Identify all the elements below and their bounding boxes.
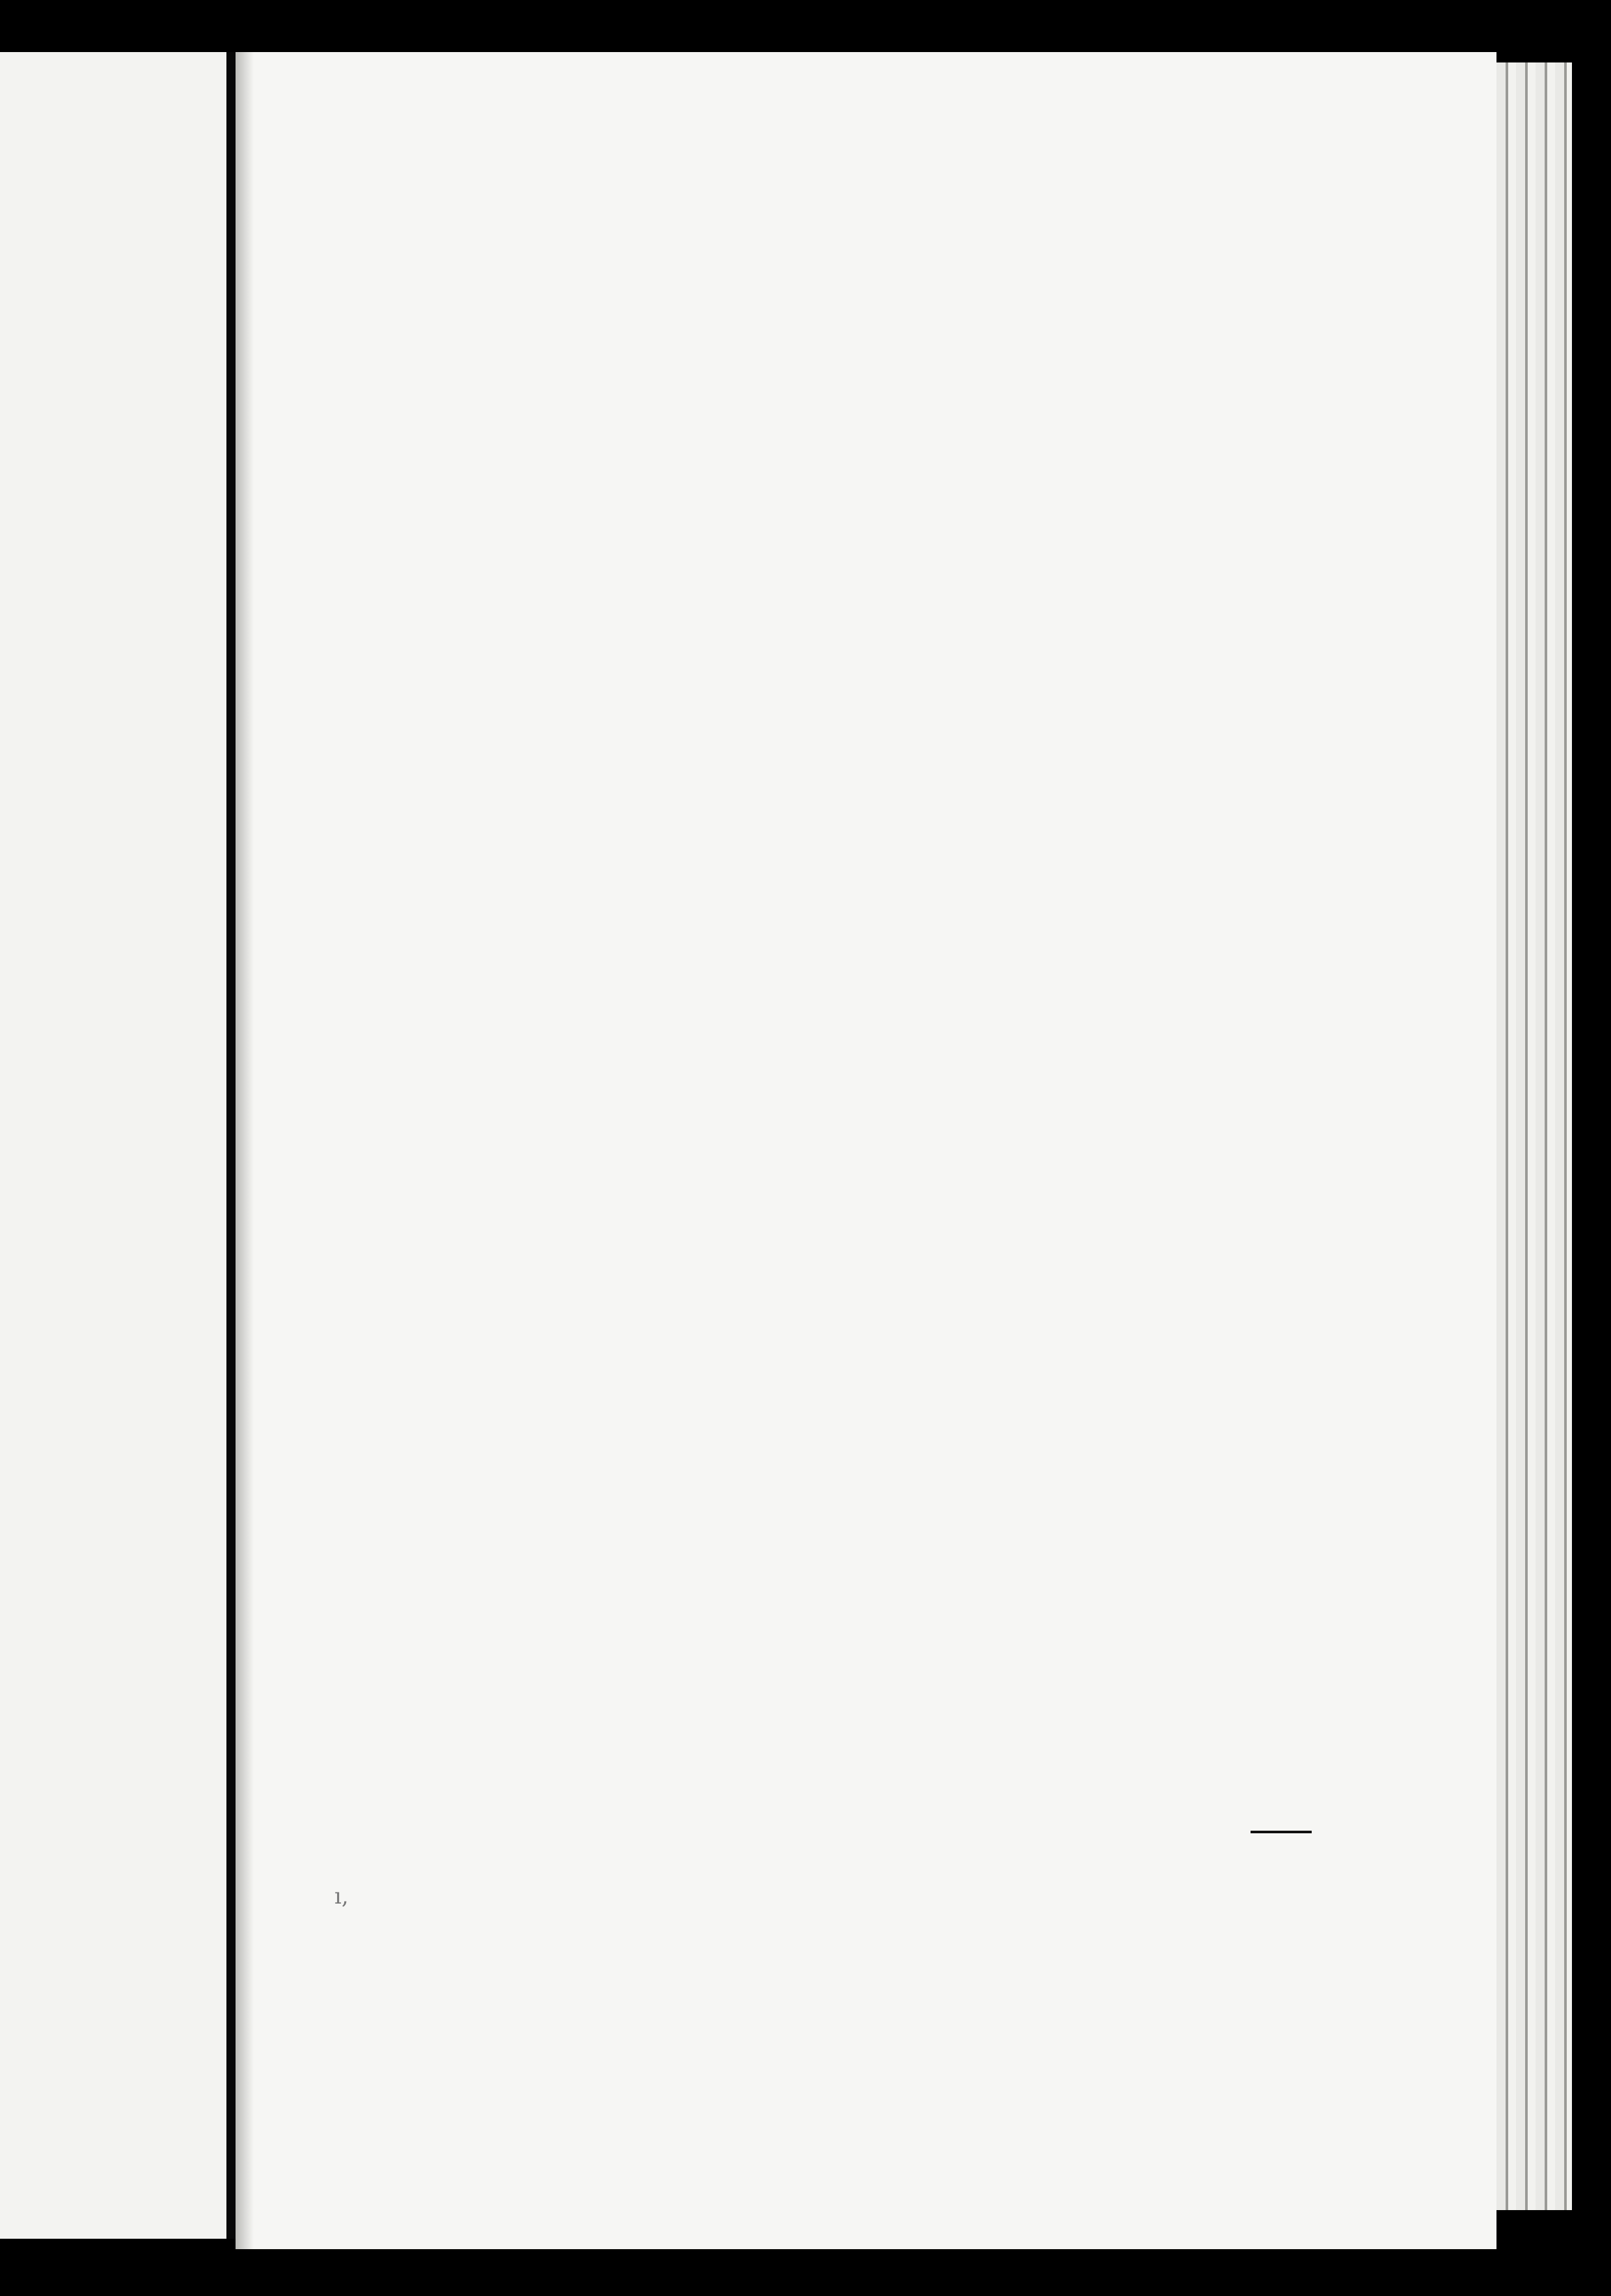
ink-mark: ı, xyxy=(334,1883,349,1909)
book-gutter xyxy=(226,52,236,2239)
margin-note-dash xyxy=(1251,1831,1312,1833)
page-curl-shadow xyxy=(236,52,254,2249)
page-edges xyxy=(1496,62,1572,2210)
previous-page-fragment xyxy=(0,52,226,2239)
book-page xyxy=(236,52,1496,2249)
